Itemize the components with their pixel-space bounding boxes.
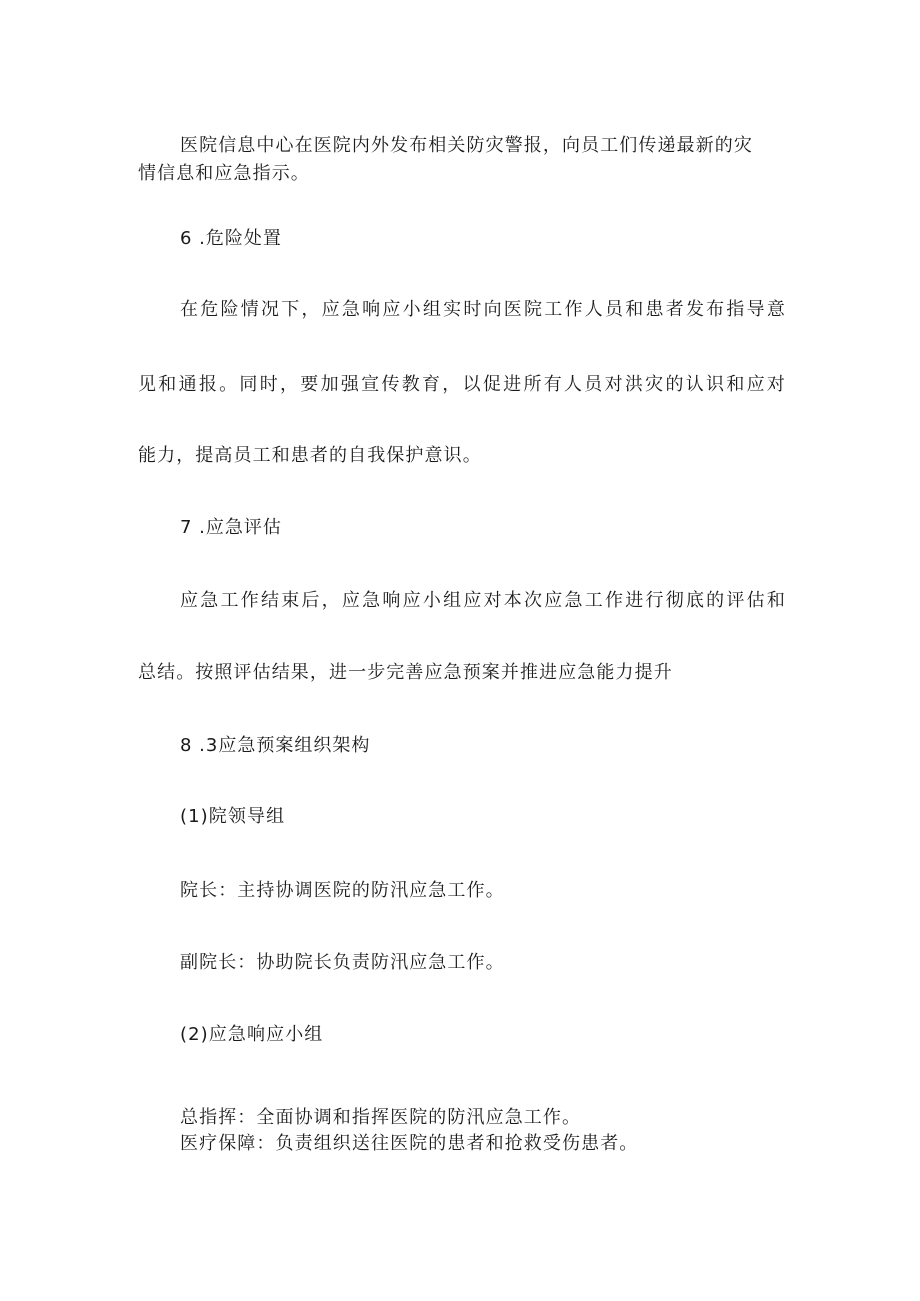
- paragraph-line: 医院信息中心在医院内外发布相关防灾警报，向员工们传递最新的灾: [180, 135, 753, 156]
- paragraph-line: 总指挥：全面协调和指挥医院的防汛应急工作。: [180, 1107, 582, 1128]
- paragraph-line: 院长：主持协调医院的防汛应急工作。: [180, 880, 505, 901]
- paragraph-line: 应急工作结束后，应急响应小组应对本次应急工作进行彻底的评估和: [180, 590, 786, 611]
- paragraph-line: 副院长：协助院长负责防汛应急工作。: [180, 952, 505, 973]
- paragraph-line: 总结。按照评估结果，进一步完善应急预案并推进应急能力提升: [138, 662, 673, 683]
- subsection-heading: (2)应急响应小组: [180, 1024, 324, 1045]
- paragraph-line: 见和通报。同时，要加强宣传教育，以促进所有人员对洪灾的认识和应对: [138, 374, 786, 395]
- paragraph-line: 能力，提高员工和患者的自我保护意识。: [138, 445, 482, 466]
- paragraph-line: 情信息和应急指示。: [138, 163, 310, 184]
- section-heading: 7 .应急评估: [180, 517, 282, 538]
- paragraph-line: 医疗保障：负责组织送往医院的患者和抢救受伤患者。: [180, 1133, 639, 1154]
- section-heading: 6 .危险处置: [180, 228, 282, 249]
- paragraph-line: 在危险情况下，应急响应小组实时向医院工作人员和患者发布指导意: [180, 299, 786, 320]
- section-heading: 8 .3应急预案组织架构: [180, 735, 371, 756]
- subsection-heading: (1)院领导组: [180, 806, 286, 827]
